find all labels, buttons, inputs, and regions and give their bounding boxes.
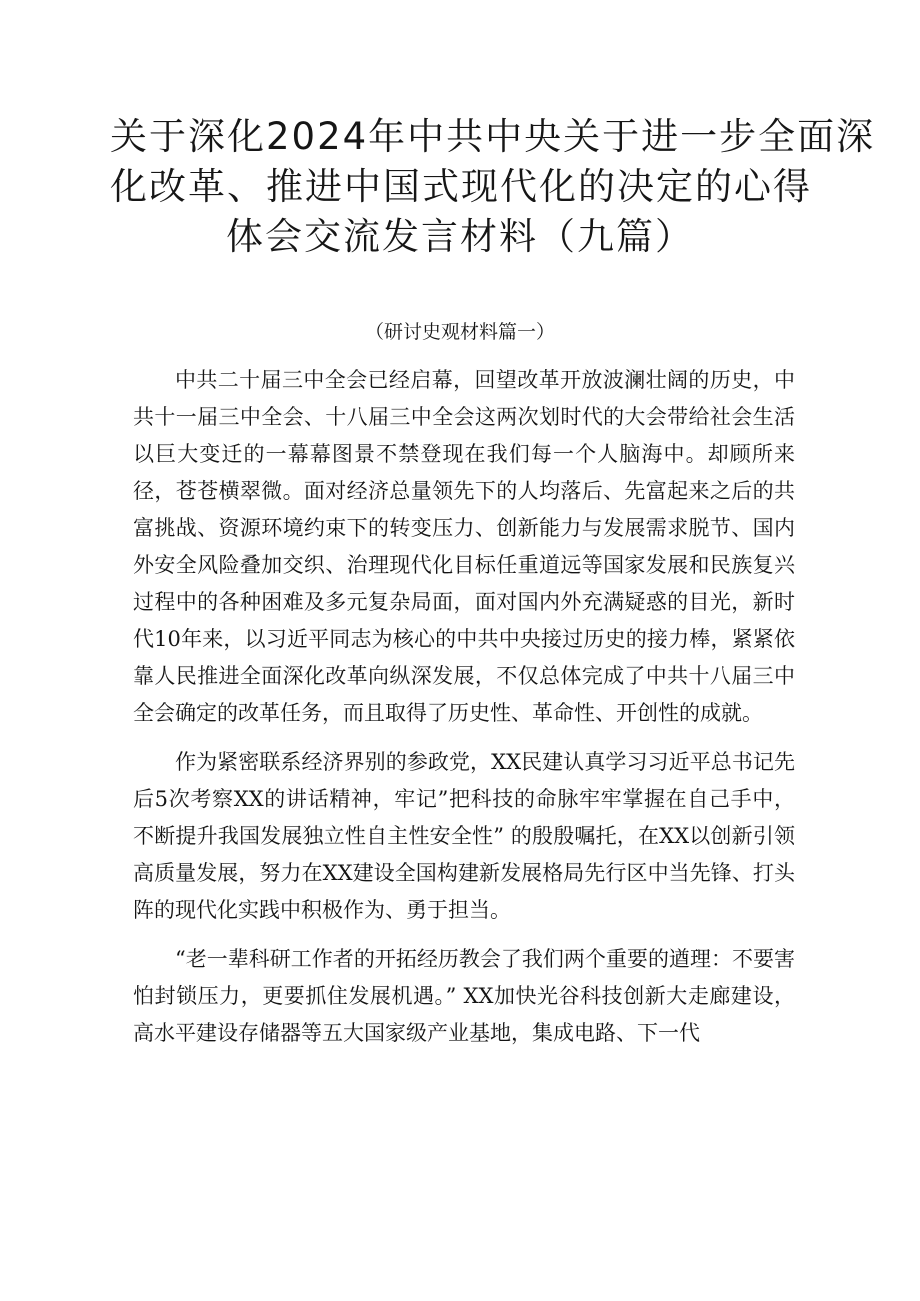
paragraph-2: 作为紧密联系经济界别的参政党，XX民建认真学习习近平总书记先后5次考察XX的讲话精神，牢记”把科技的命脉牢牢掌握在自己手中，不断提升我国发展独立性自主性安全性” 的殷殷嘱托，在XX以创新引领高质量发展，努力在XX建设全国构建新发展格局先行区中当先锋、打头阵的现代化实践中积极作为、勇于担当。	[133, 750, 795, 922]
section-subtitle: （研讨史观材料篇一）	[364, 321, 555, 343]
document-title	[110, 112, 876, 262]
paragraph-3: “老一辈科研工作者的开拓经历教会了我们两个重要的遒理：不要害怕封锁压力，更要抓住发展机遇。” XX加快光谷科技创新大走廊建设，高水平建设存储器等五大国家级产业基地，集成电路、下一代	[133, 947, 795, 1045]
document-body	[133, 362, 795, 1064]
title-line-2: 化改革、推进中国式现代化的决定的心得	[110, 165, 812, 208]
paragraph-1: 中共二十届三中全会已经启幕，回望改革开放波澜壮阔的历史，中共十一届三中全会、十八届三中全会这两次划时代的大会带给社会生活以巨大变迁的一幕幕图景不禁登现在我们每一个人脑海中。却顾所来径，苍苍横翠微。面对经济总量领先下的人均落后、先富起来之后的共富挑战、资源环境约束下的转变压力、创新能力与发展需求脱节、国内外安全风险叠加交织、治理现代化目标任重道远等国家发展和民族复兴过程中的各种困难及多元复杂局面，面对国内外充满疑惑的目光，新时代10年来，以习近平同志为核心的中共中央接过历史的接力棒，紧紧依靠人民推进全面深化改革向纵深发展，不仅总体完成了中共十八届三中全会确定的改革任务，而且取得了历史性、革命性、开创性的成就。	[133, 368, 795, 725]
title-line-3: 体会交流发言材料（九篇）	[226, 215, 694, 258]
title-line-1: 关于深化2024年中共中央关于进一步全面深	[110, 115, 876, 158]
